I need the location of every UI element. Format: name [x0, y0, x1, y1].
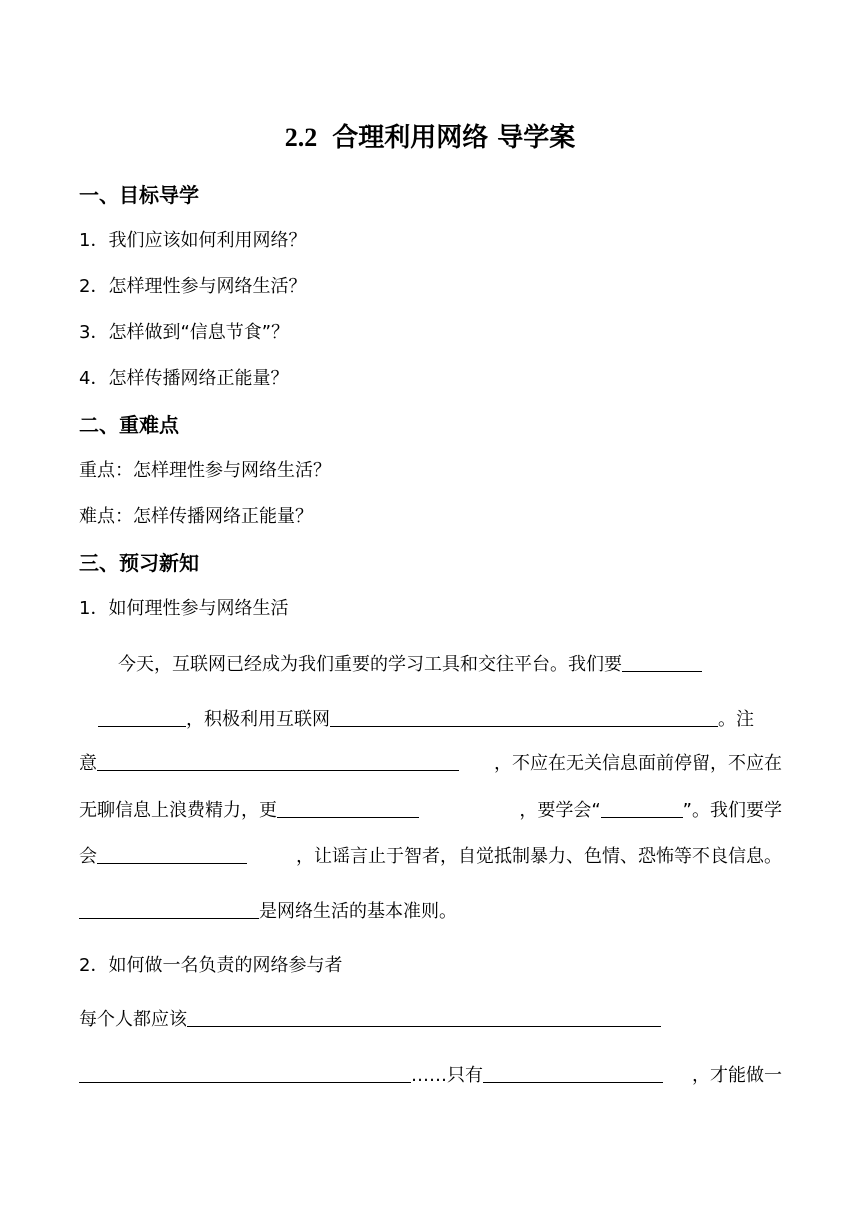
- paragraph-text: ”。我们要学: [682, 800, 782, 821]
- fill-blank[interactable]: [97, 845, 247, 864]
- difficult-point: 难点：怎样传播网络正能量？: [79, 506, 313, 527]
- goal-question-1: 1．我们应该如何利用网络？: [79, 230, 307, 251]
- preview-paragraph-line-7: [79, 1008, 782, 1032]
- fill-blank[interactable]: [97, 752, 459, 771]
- fill-blank[interactable]: [98, 708, 186, 727]
- preview-paragraph-line-2: [79, 708, 782, 732]
- paragraph-text: ，要学会“: [519, 800, 601, 821]
- preview-subheading-2: 2．如何做一名负责的网络参与者: [79, 955, 343, 976]
- paragraph-text: ……只有: [411, 1065, 483, 1086]
- preview-subheading-1: 1．如何理性参与网络生活: [79, 598, 289, 619]
- section-heading-key-points: 二、重难点: [79, 413, 179, 437]
- paragraph-text: 意: [79, 753, 97, 774]
- key-point: 重点：怎样理性参与网络生活？: [79, 460, 331, 481]
- paragraph-text: ，不应在无关信息面前停留，不应在: [494, 753, 782, 774]
- preview-paragraph-line-8: [79, 1064, 782, 1088]
- paragraph-text: 无聊信息上浪费精力，更: [79, 800, 277, 821]
- section-heading-preview: 三、预习新知: [79, 551, 199, 575]
- fill-blank[interactable]: [601, 799, 683, 818]
- fill-blank[interactable]: [79, 900, 259, 919]
- fill-blank[interactable]: [79, 1064, 411, 1083]
- document-title: [0, 122, 860, 154]
- paragraph-text: ，积极利用互联网: [186, 709, 330, 730]
- preview-paragraph-line-5: [79, 845, 782, 869]
- goal-question-3: 3．怎样做到“信息节食”？: [79, 322, 290, 343]
- paragraph-text: ，才能做一: [692, 1065, 782, 1086]
- paragraph-text: 今天，互联网已经成为我们重要的学习工具和交往平台。我们要: [118, 654, 622, 675]
- fill-blank[interactable]: [483, 1064, 663, 1083]
- fill-blank[interactable]: [187, 1008, 661, 1027]
- fill-blank[interactable]: [277, 799, 419, 818]
- goal-question-4: 4．怎样传播网络正能量？: [79, 368, 289, 389]
- fill-blank[interactable]: [330, 708, 718, 727]
- preview-paragraph-line-6: [79, 900, 782, 924]
- title-number: 2.2: [284, 123, 318, 152]
- fill-blank[interactable]: [622, 653, 702, 672]
- paragraph-text: 会: [79, 846, 97, 867]
- preview-paragraph-line-4: [79, 799, 782, 823]
- title-text: 合理利用网络 导学案: [332, 123, 576, 153]
- section-heading-goals: 一、目标导学: [79, 183, 199, 207]
- preview-paragraph-line-1: [118, 653, 782, 677]
- goal-question-2: 2．怎样理性参与网络生活？: [79, 276, 307, 297]
- paragraph-text: 。注: [718, 709, 754, 730]
- paragraph-text: ，让谣言止于智者，自觉抵制暴力、色情、恐怖等不良信息。: [296, 846, 782, 867]
- paragraph-text: 是网络生活的基本准则。: [259, 901, 457, 922]
- paragraph-text: 每个人都应该: [79, 1009, 187, 1030]
- preview-paragraph-line-3: [79, 752, 782, 776]
